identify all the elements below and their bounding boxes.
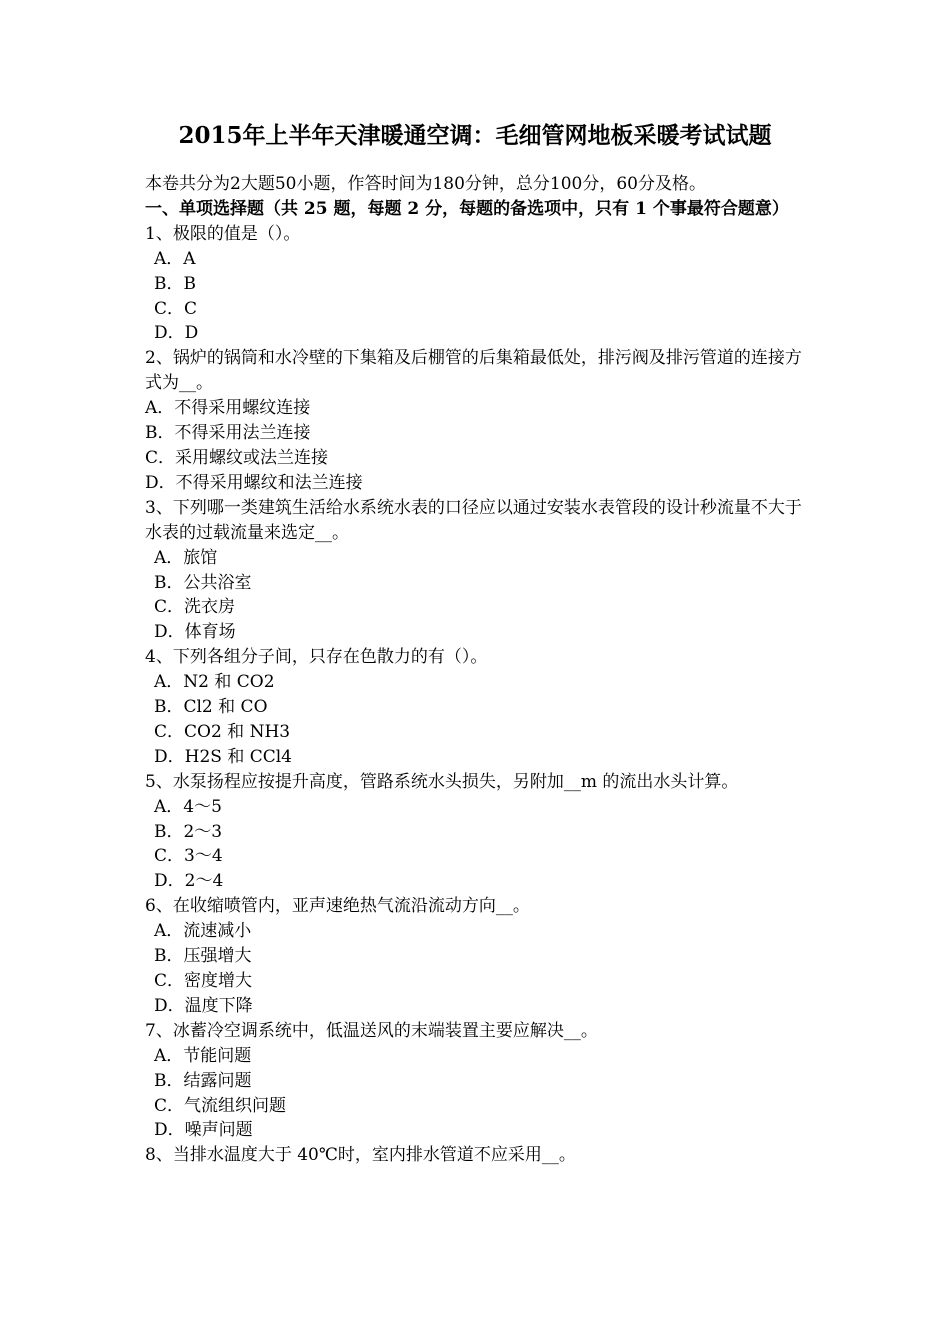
answer-option: B．压强增大 bbox=[154, 946, 252, 967]
answer-option: A．A bbox=[154, 248, 196, 269]
section-heading: 一、单项选择题（共 25 题，每题 2 分，每题的备选项中，只有 1 个事最符合题意） bbox=[145, 198, 789, 219]
answer-option: D．2～4 bbox=[154, 871, 224, 892]
answer-option: A．不得采用螺纹连接 bbox=[145, 398, 311, 419]
answer-option: D．体育场 bbox=[154, 622, 236, 643]
exam-intro: 本卷共分为2大题50小题，作答时间为180分钟，总分100分，60分及格。 bbox=[145, 174, 706, 194]
question-text: 2、锅炉的锅筒和水冷壁的下集箱及后棚管的后集箱最低处，排污阀及排污管道的连接方式为__。 bbox=[145, 348, 802, 394]
question-item bbox=[145, 346, 810, 495]
question-text: 6、在收缩喷管内，亚声速绝热气流沿流动方向__。 bbox=[145, 896, 530, 917]
document-title: 2015年上半年天津暖通空调：毛细管网地板采暖考试试题 bbox=[178, 122, 772, 149]
answer-option: A．流速减小 bbox=[154, 921, 252, 942]
answer-option: A．N2 和 CO2 bbox=[154, 672, 275, 693]
question-text: 7、冰蓄冷空调系统中，低温送风的末端装置主要应解决__。 bbox=[145, 1020, 598, 1041]
answer-option: D．不得采用螺纹和法兰连接 bbox=[145, 472, 363, 493]
answer-option: B．B bbox=[154, 273, 196, 294]
answer-option: A．旅馆 bbox=[154, 547, 218, 568]
answer-option: C．采用螺纹或法兰连接 bbox=[145, 447, 329, 468]
answer-option: C．洗衣房 bbox=[154, 597, 236, 618]
question-item bbox=[145, 770, 810, 895]
question-item bbox=[145, 496, 810, 645]
question-text: 1、极限的值是（）。 bbox=[145, 223, 301, 244]
answer-option: D．噪声问题 bbox=[154, 1120, 253, 1141]
answer-option: C．气流组织问题 bbox=[154, 1095, 287, 1116]
answer-option: C．3～4 bbox=[154, 846, 223, 867]
answer-option: D．H2S 和 CCl4 bbox=[154, 746, 292, 767]
question-text: 4、下列各组分子间，只存在色散力的有（）。 bbox=[145, 647, 488, 668]
question-text: 8、当排水温度大于 40℃时，室内排水管道不应采用__。 bbox=[145, 1145, 576, 1166]
answer-option: C．密度增大 bbox=[154, 971, 253, 991]
question-item bbox=[145, 1143, 810, 1168]
answer-option: B．公共浴室 bbox=[154, 572, 252, 593]
answer-option: A．节能问题 bbox=[154, 1045, 252, 1066]
answer-option: B．Cl2 和 CO bbox=[154, 697, 268, 718]
question-text: 3、下列哪一类建筑生活给水系统水表的口径应以通过安装水表管段的设计秒流量不大于水表的过载流量来选定__。 bbox=[145, 497, 802, 543]
question-item bbox=[145, 222, 810, 347]
question-item bbox=[145, 894, 810, 1019]
question-item bbox=[145, 645, 810, 770]
question-item bbox=[145, 1019, 810, 1144]
answer-option: B．2～3 bbox=[154, 821, 223, 842]
answer-option: C．C bbox=[154, 298, 198, 319]
document-body bbox=[145, 172, 810, 1168]
answer-option: A．4～5 bbox=[154, 796, 222, 817]
answer-option: D．D bbox=[154, 323, 199, 344]
answer-option: C．CO2 和 NH3 bbox=[154, 721, 291, 742]
answer-option: B．不得采用法兰连接 bbox=[145, 423, 311, 444]
answer-option: B．结露问题 bbox=[154, 1070, 252, 1091]
answer-option: D．温度下降 bbox=[154, 995, 253, 1016]
question-text: 5、水泵扬程应按提升高度，管路系统水头损失，另附加__m 的流出水头计算。 bbox=[145, 771, 739, 792]
question-list bbox=[145, 222, 810, 1168]
